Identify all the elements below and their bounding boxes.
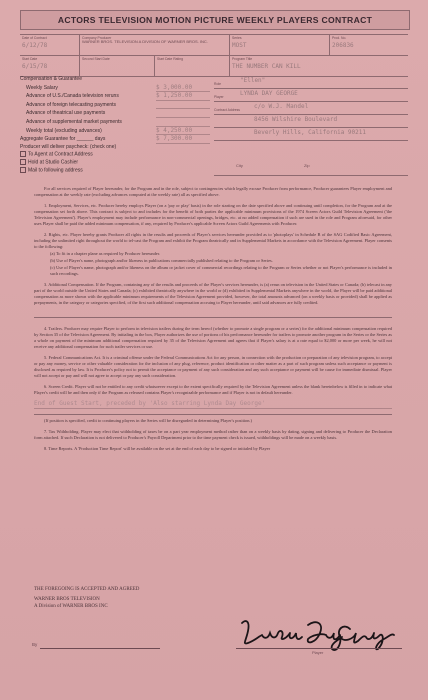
credit-blank-line <box>34 413 392 415</box>
player-signature-label: Player <box>312 650 324 655</box>
role-label: Role <box>214 82 221 86</box>
advance-supplemental-line <box>20 118 210 127</box>
header-fields <box>20 34 408 77</box>
advance-theatrical-line <box>20 109 210 118</box>
second-start-cell <box>80 56 155 76</box>
compensation-block <box>20 76 210 175</box>
weekly-salary-line <box>20 84 210 93</box>
prod-no-label: Prod. No. <box>332 36 347 40</box>
advance-us-line <box>20 92 210 101</box>
paragraph-tax-withholding: 7. Tax Withholding. Player may elect that withholding of taxes be on a part year employment method rather than on a weekly basis by dating, signing and delivering to Producer the Declaration form attached. If such Declaration is not delivered to Producer's Payroll Department prior to the time payment check is issued, withholdings will be made on a weekly basis. <box>34 429 392 440</box>
second-start-label: Second Start Date <box>82 57 110 61</box>
advance-theatrical-value <box>156 109 210 118</box>
compensation-header: Compensation & Guarantee <box>20 76 82 82</box>
aggregate-days-label: days <box>94 136 106 143</box>
separator-line <box>34 316 392 318</box>
advance-foreign-value <box>156 101 210 110</box>
contract-address-line <box>214 102 408 115</box>
aggregate-line: Aggregate Guarantee for ______ days $ 7,300.00 <box>20 135 210 144</box>
program-title-value: THE NUMBER CAN KILL <box>232 63 301 70</box>
option-agent[interactable] <box>20 151 210 159</box>
advance-supplemental-value <box>156 118 210 127</box>
city-label: City <box>236 163 243 168</box>
advance-foreign-line <box>20 101 210 110</box>
paragraph-rights: 2. Rights, etc. Player hereby grants Producer all rights in the results and proceeds of Player's services hereunder provided as to 'photoplays' in Schedule B of the SAG Codified Basic Agreement, including the unlimited right throughout the world to tel-cast the Program and exhibit the Program theatrically and in Supplemental Markets in accordance with the Television Agreement. Player consents to the following: <box>34 232 392 249</box>
header-row-2 <box>20 56 408 77</box>
role-line <box>214 76 408 89</box>
address-line-1: c/o W.J. Mandel <box>254 103 309 110</box>
option-mail-label: Mail to following address <box>28 167 83 174</box>
prod-no-cell <box>330 35 408 55</box>
program-title-cell <box>230 56 408 76</box>
rights-sub-b: (b) Use of Player's name, photograph and/or likeness in publications commercially published relating to the Program or Series. <box>50 258 273 263</box>
start-date-value: 6/15/78 <box>22 63 48 70</box>
series-value: MOST <box>232 42 247 49</box>
credit-position-note: (If position is specified, credit to continuing players in the Series will be disregarded in determining Player's position.) <box>44 418 252 423</box>
by-signature-line <box>40 648 160 649</box>
option-agent-label: To Agent at Contract Address <box>28 151 93 158</box>
role-value: "Ellen" <box>240 77 266 84</box>
option-hold-label: Hold at Studio Cashier <box>28 159 79 166</box>
paragraph-time-reports: 8. Time Reports. A 'Production Time Report' will be available on the set at the end of each day to be signed or initialed by Player <box>44 446 271 451</box>
footer-block <box>34 586 404 610</box>
option-hold[interactable] <box>20 159 210 167</box>
paragraph-screen-credit: 6. Screen Credit. Player will not be entitled to any credit whatsoever except to the extent specifically required by the Television Agreement unless the blank hereinbelow is filled in to indicate what Player's credit will be and then only if the Program as released contains Player's recognizable performance and if Player is not in default hereunder. <box>34 384 392 395</box>
screen-credit-value: End of Guest Start, preceded by 'Also starring Lynda Day George' <box>34 401 392 409</box>
player-label: Player <box>214 95 224 99</box>
weekly-salary-value: $ 3,000.00 <box>156 84 210 93</box>
paycheck-label: Producer will deliver paycheck: (check one) <box>20 143 117 150</box>
advance-theatrical-label: Advance of theatrical use payments <box>26 110 106 117</box>
company-label: Company Producer <box>82 36 112 40</box>
address-line-2: 8456 Wilshire Boulevard <box>254 116 338 123</box>
advance-us-label: Advance of U.S./Canada television reruns <box>26 93 119 100</box>
contract-body <box>34 186 392 457</box>
player-signature-line <box>236 648 402 649</box>
checkbox-mail[interactable] <box>20 167 26 173</box>
prod-no-value: 206836 <box>332 42 354 49</box>
checkbox-hold[interactable] <box>20 159 26 165</box>
contract-address-label: Contract Address <box>214 108 241 112</box>
contract-title: ACTORS TELEVISION MOTION PICTURE WEEKLY PLAYERS CONTRACT <box>57 15 373 25</box>
city-zip-labels <box>236 163 310 168</box>
footer-company-division: A Division of WARNER BROS INC <box>34 604 108 609</box>
aggregate-label: Aggregate Guarantee for <box>20 136 76 143</box>
zip-label: Zip <box>304 163 310 168</box>
footer-company: WARNER BROS TELEVISION <box>34 597 100 602</box>
paragraph-federal-communications: 5. Federal Communications Act. It is a criminal offense under the Federal Communications Act for any person, in connection with the production or preparation of any television program, to accept or pay any money, service or other valuable consideration for the inclusion of any plug, reference, product identification or other matter as a part of such program unless such acceptance or payment is disclosed as required by law. It is Producer's policy not to permit the acceptance or payment of any such consideration and any such acceptance or payment will be cause for immediate dismissal. Player will not accept or pay and will not agree to accept or pay any such consideration. <box>34 355 392 378</box>
company-value: WARNER BROS. TELEVISION A DIVISION OF WARNER BROS. INC. <box>82 39 208 44</box>
weekly-salary-label: Weekly Salary <box>26 84 58 91</box>
rights-sub-a: (a) To fit in a chapter plane as required by Producer hereunder. <box>50 251 161 256</box>
player-line <box>214 89 408 102</box>
rating-label: Start Date Rating <box>157 57 184 61</box>
address-line-3-row <box>214 128 408 141</box>
option-mail[interactable] <box>20 167 210 175</box>
rating-cell <box>155 56 230 76</box>
company-cell <box>80 35 230 55</box>
accepted-text: THE FOREGOING IS ACCEPTED AND AGREED <box>34 587 140 592</box>
paragraph-employment: 1. Employment, Services, etc. Producer hereby employs Player (on a 'pay or play' basis) in the role starting on the date specified above and continuing until completion, for the Program and at the compensation set forth above. This contract is subject to and includes for the benefit of both parties the applicable minimum provisions of the 1974 Screen Actors Guild Television Agreement ('the Television Agreement'). Player's employment may include performance in non-commercial openings, bridges, etc. at no added compensation if such are used in the role and Program aforesaid, for other uses Player shall be paid the added minimum compensation, if any, required by Producer's applicable Screen Actors Guild Agreements with Producer. <box>34 203 392 226</box>
date-of-contract-value: 6/12/78 <box>22 42 48 49</box>
weekly-total-label: Weekly total (excluding advances) <box>26 127 102 134</box>
intro-paragraph: For all services required of Player hereunder, for the Program and in the role, subject to contingencies which legally excuse Producer from performance, Producer guarantees Player employment and compensation at the weekly rate (excluding advances computed at the weekly rate) all as specified above. <box>34 186 392 197</box>
by-label: By <box>32 642 38 647</box>
series-cell <box>230 35 330 55</box>
advance-supplemental-label: Advance of supplemental market payments <box>26 118 122 125</box>
start-date-cell <box>20 56 80 76</box>
address-line-3: Beverly Hills, California 90211 <box>254 129 366 136</box>
player-name-value: LYNDA DAY GEORGE <box>240 90 298 97</box>
address-line-2-row <box>214 115 408 128</box>
rights-sub-c: (c) Use of Player's name, photograph and/or likeness on the album or jacket cover of commercial recordings relating to the Program or Series whether or not Player's performance is included in such recordings. <box>50 265 392 276</box>
player-block <box>214 76 408 141</box>
start-date-label: Start Date <box>22 57 38 61</box>
checkbox-agent[interactable] <box>20 151 26 157</box>
program-title-label: Program Title <box>232 57 253 61</box>
header-row-1 <box>20 35 408 56</box>
date-of-contract-cell <box>20 35 80 55</box>
paragraph-additional-compensation: 3. Additional Compensation. If the Program, containing any of the results and proceeds of the Player's services hereunder, is (a) rerun on television in the United States or Canada; (b) telecast in any part of the world outside the United States and Canada; (c) exhibited theatrically anywhere in the world or (d) exhibited in Supplemental Markets anywhere in the world, the Player will be paid additional compensation as more shown with the applicable minimum requirements of the Television Agreement provided, however, the total amounts advanced (on a weekly basis or provided) shall be applied as prepayments, in the category or categories specified, of the first such additional compensation accruing to Player hereunder, until said advances are fully credited. <box>34 282 392 305</box>
advance-us-value: $ 1,250.00 <box>156 92 210 101</box>
aggregate-value: $ 7,300.00 <box>156 135 210 144</box>
player-signature-image <box>232 615 407 655</box>
series-label: Series <box>232 36 242 40</box>
weekly-total-line <box>20 127 210 136</box>
advance-foreign-label: Advance of foreign telecasting payments <box>26 101 117 108</box>
contract-header <box>20 10 410 30</box>
paragraph-trailers: 4. Trailers. Producer may require Player to perform in television trailers during the term hereof (whether to promote a single program or a series) for the additional minimum compensation required by Section 35 of the Television Agreement. By initialing in the box, Player authorizes the use of portions of his performance hereunder for trailers to promote another program in the Series or the Series as a whole on payment of the minimum additional compensation required by 35 of the Television Agreement and agrees that if Player's salary is at a rate equal to $2,000 or more per week, he will not receive any additional compensation for such trailer services or use. <box>34 326 392 349</box>
weekly-total-value: $ 4,250.00 <box>156 127 210 136</box>
date-of-contract-label: Date of Contract <box>22 36 47 40</box>
